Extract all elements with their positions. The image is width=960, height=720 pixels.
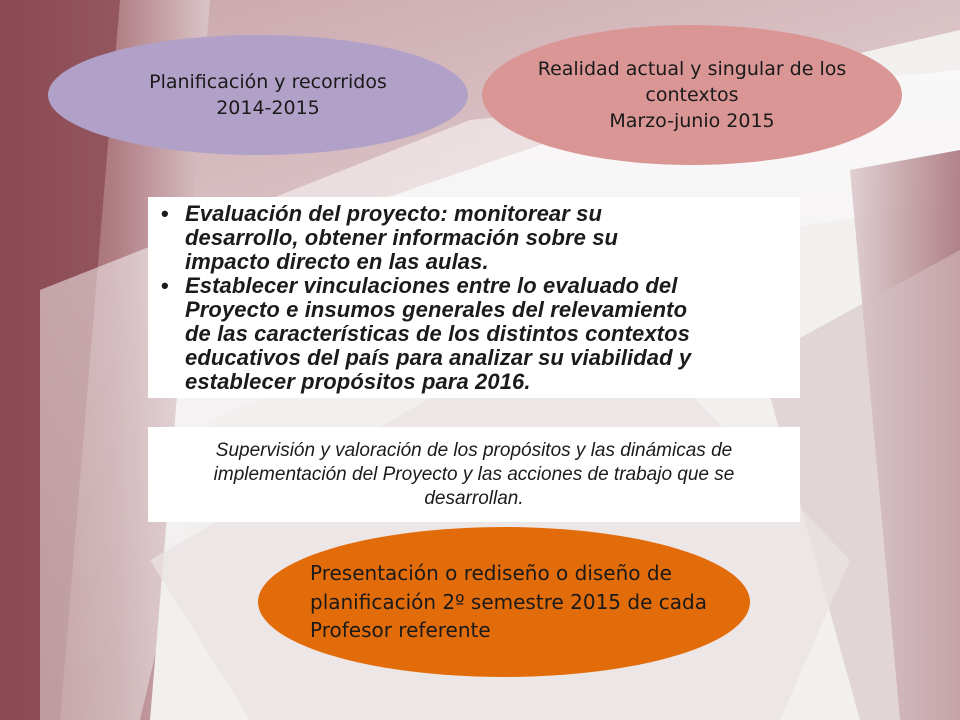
planning-text: Planificación y recorridos 2014-2015 [149,70,387,119]
planning-ellipse [48,35,468,155]
objectives-list [148,197,800,394]
objective-item: • Evaluación del proyecto: monitorear su desarrollo, obtener información sobre su impacto directo en las aulas. [185,202,800,274]
supervision-box [148,427,800,522]
objective-item: • Establecer vinculaciones entre lo evaluado del Proyecto e insumos generales del relevamiento de las características de los distintos contextos educativos del país para analizar su viabilidad y establecer propósitos para 2016. [185,274,800,394]
presentation-text: Presentación o rediseño o diseño de planificación 2º semestre 2015 de cada Profesor referente [310,561,707,643]
reality-ellipse [482,25,902,165]
supervision-text: Supervisión y valoración de los propósitos y las dinámicas de implementación del Proyecto y las acciones de trabajo que se desarrollan. [213,439,735,509]
objectives-box [148,197,800,398]
reality-text: Realidad actual y singular de los contextos Marzo-junio 2015 [537,57,847,133]
presentation-ellipse [258,527,750,677]
